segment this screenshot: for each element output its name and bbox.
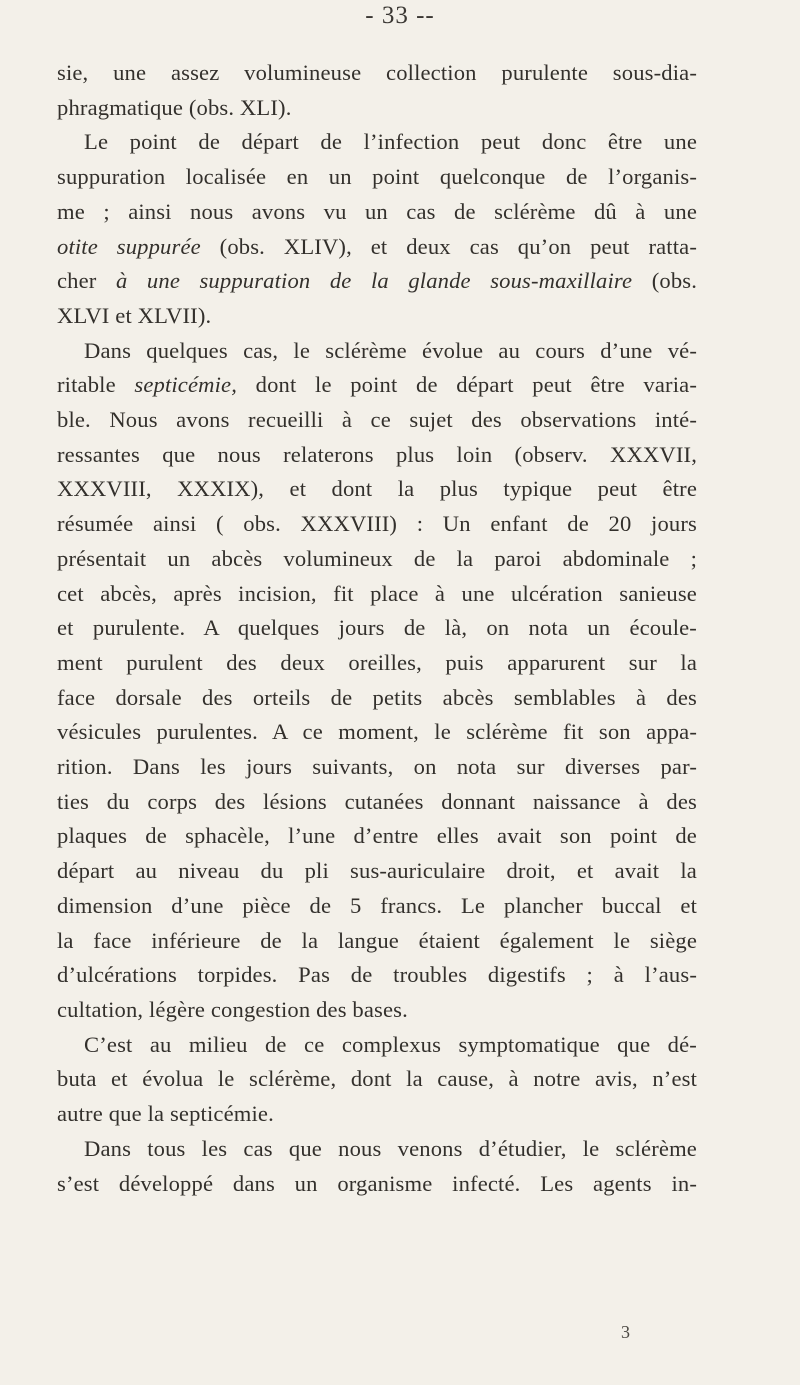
text-line (57, 125, 697, 160)
text-run: cultation, légère congestion des bases. (57, 996, 408, 1022)
text-line (57, 854, 697, 889)
text-run: Le point de départ de l’infection peut donc être une (84, 129, 697, 155)
text-line (57, 681, 697, 716)
text-run: présentait un abcès volumineux de la paroi abdominale ; (57, 545, 697, 571)
text-line (57, 56, 697, 91)
text-line (57, 1167, 697, 1202)
text-run: Dans tous les cas que nous venons d’étudier, le sclérème (84, 1135, 697, 1161)
text-run: s’est développé dans un organisme infecté. Les agents in- (57, 1170, 697, 1196)
text-line (57, 472, 697, 507)
text-line (57, 542, 697, 577)
page-number: - 33 -- (365, 2, 435, 29)
text-line (57, 91, 697, 126)
text-run: rition. Dans les jours suivants, on nota sur diverses par- (57, 754, 697, 780)
text-line (57, 785, 697, 820)
italic-text: à une suppuration de la glande sous-maxillaire (115, 268, 633, 294)
text-run: face dorsale des orteils de petits abcès semblables à des (57, 684, 697, 710)
text-run: phragmatique (obs. XLI). (57, 94, 292, 120)
text-line (57, 889, 697, 924)
text-line (57, 507, 697, 542)
text-line (57, 958, 697, 993)
text-run: vésicules purulentes. A ce moment, le sclérème fit son appa- (57, 719, 697, 745)
text-line (57, 438, 697, 473)
text-line (57, 334, 697, 369)
text-line (57, 819, 697, 854)
text-run: résumée ainsi ( obs. XXXVIII) : Un enfant de 20 jours (57, 511, 697, 537)
text-line (57, 230, 697, 265)
text-run: ment purulent des deux oreilles, puis apparurent sur la (57, 649, 697, 675)
text-run: (obs. XLIV), et deux cas qu’on peut ratta- (200, 233, 698, 259)
text-run: la face inférieure de la langue étaient également le siège (57, 927, 697, 953)
text-run: suppuration localisée en un point quelconque de l’organis- (57, 164, 697, 190)
text-run: C’est au milieu de ce complexus symptomatique que dé- (84, 1031, 697, 1057)
text-line (57, 1097, 697, 1132)
text-line (57, 160, 697, 195)
text-line (57, 577, 697, 612)
text-line (57, 1028, 697, 1063)
text-run: plaques de sphacèle, l’une d’entre elles avait son point de (57, 823, 697, 849)
text-run: cher (57, 268, 116, 294)
text-line (57, 1062, 697, 1097)
text-run: ble. Nous avons recueilli à ce sujet des observations inté- (57, 407, 697, 433)
text-run: me ; ainsi nous avons vu un cas de sclérème dû à une (57, 198, 697, 224)
text-run: autre que la septicémie. (57, 1101, 274, 1127)
text-run: et purulente. A quelques jours de là, on nota un écoule- (57, 615, 697, 641)
text-run: XXXVIII, XXXIX), et dont la plus typique peut être (57, 476, 697, 502)
text-line (57, 195, 697, 230)
text-run: dimension d’une pièce de 5 francs. Le plancher buccal et (57, 892, 697, 918)
text-line (57, 1132, 697, 1167)
text-line (57, 750, 697, 785)
text-run: ressantes que nous relaterons plus loin (observ. XXXVII, (57, 441, 697, 467)
text-run: XLVI et XLVII). (57, 302, 212, 328)
printer-signature-mark: 3 (621, 1322, 630, 1342)
text-run: d’ulcérations torpides. Pas de troubles digestifs ; à l’aus- (57, 962, 697, 988)
text-line (57, 715, 697, 750)
text-run: (obs. (632, 268, 698, 294)
text-line (57, 299, 697, 334)
text-line (57, 611, 697, 646)
text-run: ritable (57, 372, 135, 398)
italic-text: septicémie, (134, 372, 238, 398)
text-run: sie, une assez volumineuse collection purulente sous-dia- (57, 60, 697, 85)
text-run: dont le point de départ peut être varia- (237, 372, 697, 398)
text-line (57, 924, 697, 959)
text-run: ties du corps des lésions cutanées donnant naissance à des (57, 788, 697, 814)
text-line (57, 993, 697, 1028)
text-line (57, 646, 697, 681)
text-line (57, 368, 697, 403)
text-run: buta et évolua le sclérème, dont la cause, à notre avis, n’est (57, 1066, 697, 1092)
text-line (57, 264, 697, 299)
body-text (57, 56, 697, 1201)
text-run: départ au niveau du pli sus-auriculaire droit, et avait la (57, 858, 697, 884)
text-run: Dans quelques cas, le sclérème évolue au cours d’une vé- (84, 337, 697, 363)
italic-text: otite suppurée (57, 233, 201, 259)
text-run: cet abcès, après incision, fit place à une ulcération sanieuse (57, 580, 697, 606)
text-line (57, 403, 697, 438)
